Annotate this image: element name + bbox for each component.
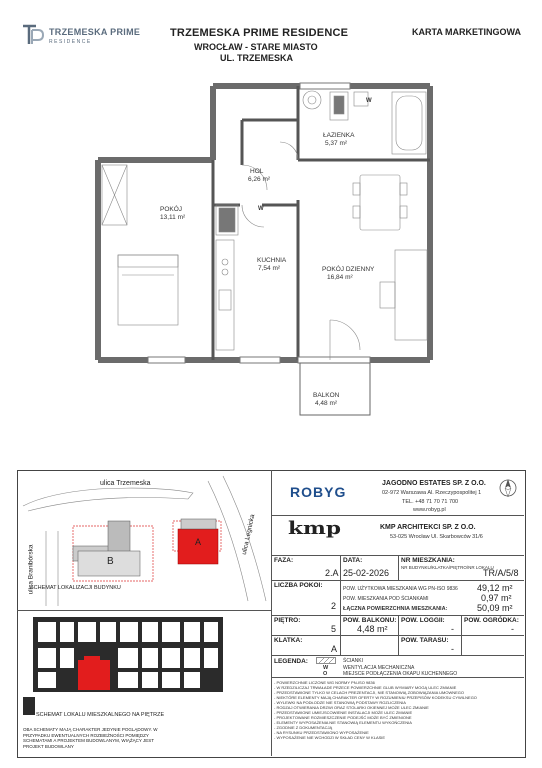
legend-vent-text: WENTYLACJA MECHANICZNA bbox=[343, 665, 415, 671]
note-item: - RODZAJ OTWIERANIA DRZWI ORAZ STOLARKI OKIENNEJ MOŻE ULEC ZMIANIE bbox=[274, 705, 429, 710]
site-map bbox=[18, 471, 270, 609]
floor-schematic-caption: SCHEMAT LOKALU MIESZKALNEGO NA PIĘTRZE bbox=[36, 712, 165, 718]
page-subtitle-street: UL. TRZEMESKA bbox=[220, 53, 293, 63]
room-hol-area: 6,26 m² bbox=[248, 176, 271, 183]
trzemeska-logo-icon bbox=[22, 24, 44, 46]
note-item: - WYLEWKI NA PODŁODZE NIE STANOWIĄ PODSTAWY ROZLICZENIA bbox=[274, 700, 406, 705]
room-kuchnia-area: 7,54 m² bbox=[258, 265, 281, 272]
faza-value: 2.A bbox=[325, 568, 339, 578]
info-table bbox=[271, 555, 524, 740]
pow-loggii-label: POW. LOGGII: bbox=[401, 617, 445, 624]
pietro-value: 5 bbox=[331, 624, 337, 634]
pow-balkonu-label: POW. BALKONU: bbox=[343, 617, 397, 624]
street-trzemeska-label: ulica Trzemeska bbox=[100, 480, 151, 487]
pow-pod-skosami-value: 0,97 m² bbox=[481, 593, 512, 603]
liczba-pokoi-value: 2 bbox=[331, 601, 337, 611]
room-lazienka-area: 5,37 m² bbox=[325, 140, 348, 147]
room-dzienny-area: 16,84 m² bbox=[327, 274, 353, 281]
room-pokoj-area: 13,11 m² bbox=[160, 214, 186, 221]
wall-hatch-icon bbox=[316, 657, 336, 664]
legend-hood-text: MIEJSCE PODŁĄCZENIA OKAPU KUCHENNEGO bbox=[343, 671, 458, 677]
room-pokoj-name: POKÓJ bbox=[160, 206, 183, 213]
pow-pod-skosami-label: POW. MIESZKANIA POD ŚCIANKAMI bbox=[343, 596, 429, 602]
note-item: - NA RYSUNKU PRZEDSTAWIONO WYPOSAŻENIE bbox=[274, 730, 369, 735]
note-item: - ZGODNIE Z DOKUMENTACJĄ bbox=[274, 725, 333, 730]
legend-label: LEGENDA: bbox=[274, 658, 308, 665]
pow-uzytkowa-label: POW. UŻYTKOWA MIESZKANIA WG PN-ISO 9836 bbox=[343, 586, 458, 592]
klatka-label: KLATKA: bbox=[274, 637, 303, 644]
room-dzienny-name: POKÓJ DZIENNY bbox=[322, 266, 375, 273]
note-item: - W RZEDZILICZAJ TRWAŁADE PRZECE POWIERZCHNIE GLUB WYMIARY MOGĄ ULEC ZMIANIE bbox=[274, 685, 457, 690]
note-item: - PRZEDSTAWIONE UMIEJSCOWIENIE INSTALACJI MOŻE ULEC ZMIANIE bbox=[274, 710, 413, 715]
note-item: - NIEKTÓRE ELEMENTY MAJĄ CHARAKTER OFERTY W ROZUMIENIU PRZEPISÓW KODEKSU CYWILNEGO bbox=[274, 695, 477, 700]
pow-balkonu-value: 4,48 m² bbox=[357, 624, 388, 634]
developer-name: JAGODNO ESTATES SP. Z O.O. bbox=[382, 480, 486, 487]
site-map-caption: SCHEMAT LOKALIZACJI BUDYNKU bbox=[30, 585, 121, 591]
data-value: 25-02-2026 bbox=[343, 568, 390, 578]
vent-marker: W bbox=[258, 206, 264, 212]
notes-list bbox=[274, 680, 522, 740]
building-b-label: B bbox=[107, 556, 114, 567]
card-type-label: KARTA MARKETINGOWA bbox=[412, 27, 521, 37]
developer-phone: TEL. +48 71 70 71 700 bbox=[402, 499, 459, 505]
note-item: - PROJEKTOWANE ROZMIESZCZENIE PODEJŚĆ MOŻE BYĆ ZMIENIONE bbox=[274, 715, 412, 720]
note-item: - PRZEDSTAWIONE TYLKO W CELACH PREZENTACJI, NIE STANOWIĄ ZOBOWIĄZANIA UMOWNEGO bbox=[274, 690, 465, 695]
pow-tarasu-value: - bbox=[451, 644, 454, 654]
pow-laczna-value: 50,09 m² bbox=[477, 603, 513, 613]
legend-walls-text: ŚCIANKI bbox=[343, 658, 364, 664]
nr-mieszkania-sub: NR BUDYNKU/KLATKA/PIĘTRO/NR LOKALU bbox=[401, 565, 494, 570]
header bbox=[0, 0, 542, 63]
building-a-label: A bbox=[195, 537, 202, 547]
note-item: - WYPOSAŻENIE NIE WCHODZI W SKŁAD CENY W KLASIE bbox=[274, 735, 386, 740]
pow-uzytkowa-value: 49,12 m² bbox=[477, 583, 513, 593]
street-branibórska-label: ulica Branibórska bbox=[27, 544, 35, 595]
logo-main-text: TRZEMESKA PRIME bbox=[49, 27, 141, 37]
floor-schematic bbox=[18, 612, 270, 754]
disclaimer-text: OBA SCHEMATY MAJĄ CHARAKTER JEDYNIE POGLĄDOWY. W PRZYPADKU EWENTUALNYCH ROZBIEŻNOŚCI POMIĘDZY SCHEMATAMI A PROJEKTEM BUDOWLANYM, WIĄŻĄCY JEST PROJEKT BUDOWLANY bbox=[23, 727, 158, 749]
nr-mieszkania-value: TR/A/5/8 bbox=[483, 568, 519, 578]
klatka-value: A bbox=[331, 644, 338, 654]
room-balkon-area: 4,48 m² bbox=[315, 400, 338, 407]
faza-label: FAZA: bbox=[274, 557, 294, 564]
room-balkon-name: BALKON bbox=[313, 392, 340, 399]
logo-sub-text: RESIDENCE bbox=[49, 39, 92, 45]
kmp-logo: kmp bbox=[288, 518, 341, 539]
legend-hood-symbol: O bbox=[323, 671, 328, 677]
developer-web: www.robyg.pl bbox=[413, 507, 446, 513]
street-legnicka-label: ulica Legnicka bbox=[240, 513, 257, 556]
room-hol-name: HOL bbox=[250, 168, 264, 175]
robyg-logo: ROBYG bbox=[290, 484, 347, 500]
note-item: - POWIERZCHNIE LICZONE WG NORMY PN-ISO 9836 bbox=[274, 680, 375, 685]
architect-name: KMP ARCHITEKCI SP. Z O.O. bbox=[380, 524, 476, 531]
pow-ogrodka-label: POW. OGRÓDKA: bbox=[464, 617, 519, 624]
note-item: - ELEMENTY WYPOSAŻENIA NIE STANOWIĄ ELEMENTU WYKOŃCZENIA bbox=[274, 720, 412, 725]
room-kuchnia-name: KUCHNIA bbox=[257, 257, 287, 264]
vent-marker: W bbox=[366, 98, 372, 104]
pow-loggii-value: - bbox=[451, 624, 454, 634]
legend-vent-symbol: W bbox=[323, 665, 329, 671]
pietro-label: PIĘTRO: bbox=[274, 617, 301, 624]
liczba-pokoi-label: LICZBA POKOI: bbox=[274, 582, 323, 589]
page-title: TRZEMESKA PRIME RESIDENCE bbox=[170, 27, 349, 39]
nr-mieszkania-label: NR MIESZKANIA: bbox=[401, 557, 455, 564]
architect-address: 53-025 Wrocław Ul. Skarbowców 31/6 bbox=[390, 534, 483, 540]
data-label: DATA: bbox=[343, 557, 363, 564]
pow-ogrodka-value: - bbox=[511, 624, 514, 634]
developer-address: 02-972 Warszawa Al. Rzeczypospolitej 1 bbox=[382, 490, 482, 496]
pow-laczna-label: ŁĄCZNA POWIERZCHNIA MIESZKANIA: bbox=[343, 606, 448, 612]
pow-tarasu-label: POW. TARASU: bbox=[401, 637, 449, 644]
room-lazienka-name: ŁAZIENKA bbox=[323, 132, 355, 139]
page-subtitle-city: WROCŁAW - STARE MIASTO bbox=[194, 42, 318, 52]
